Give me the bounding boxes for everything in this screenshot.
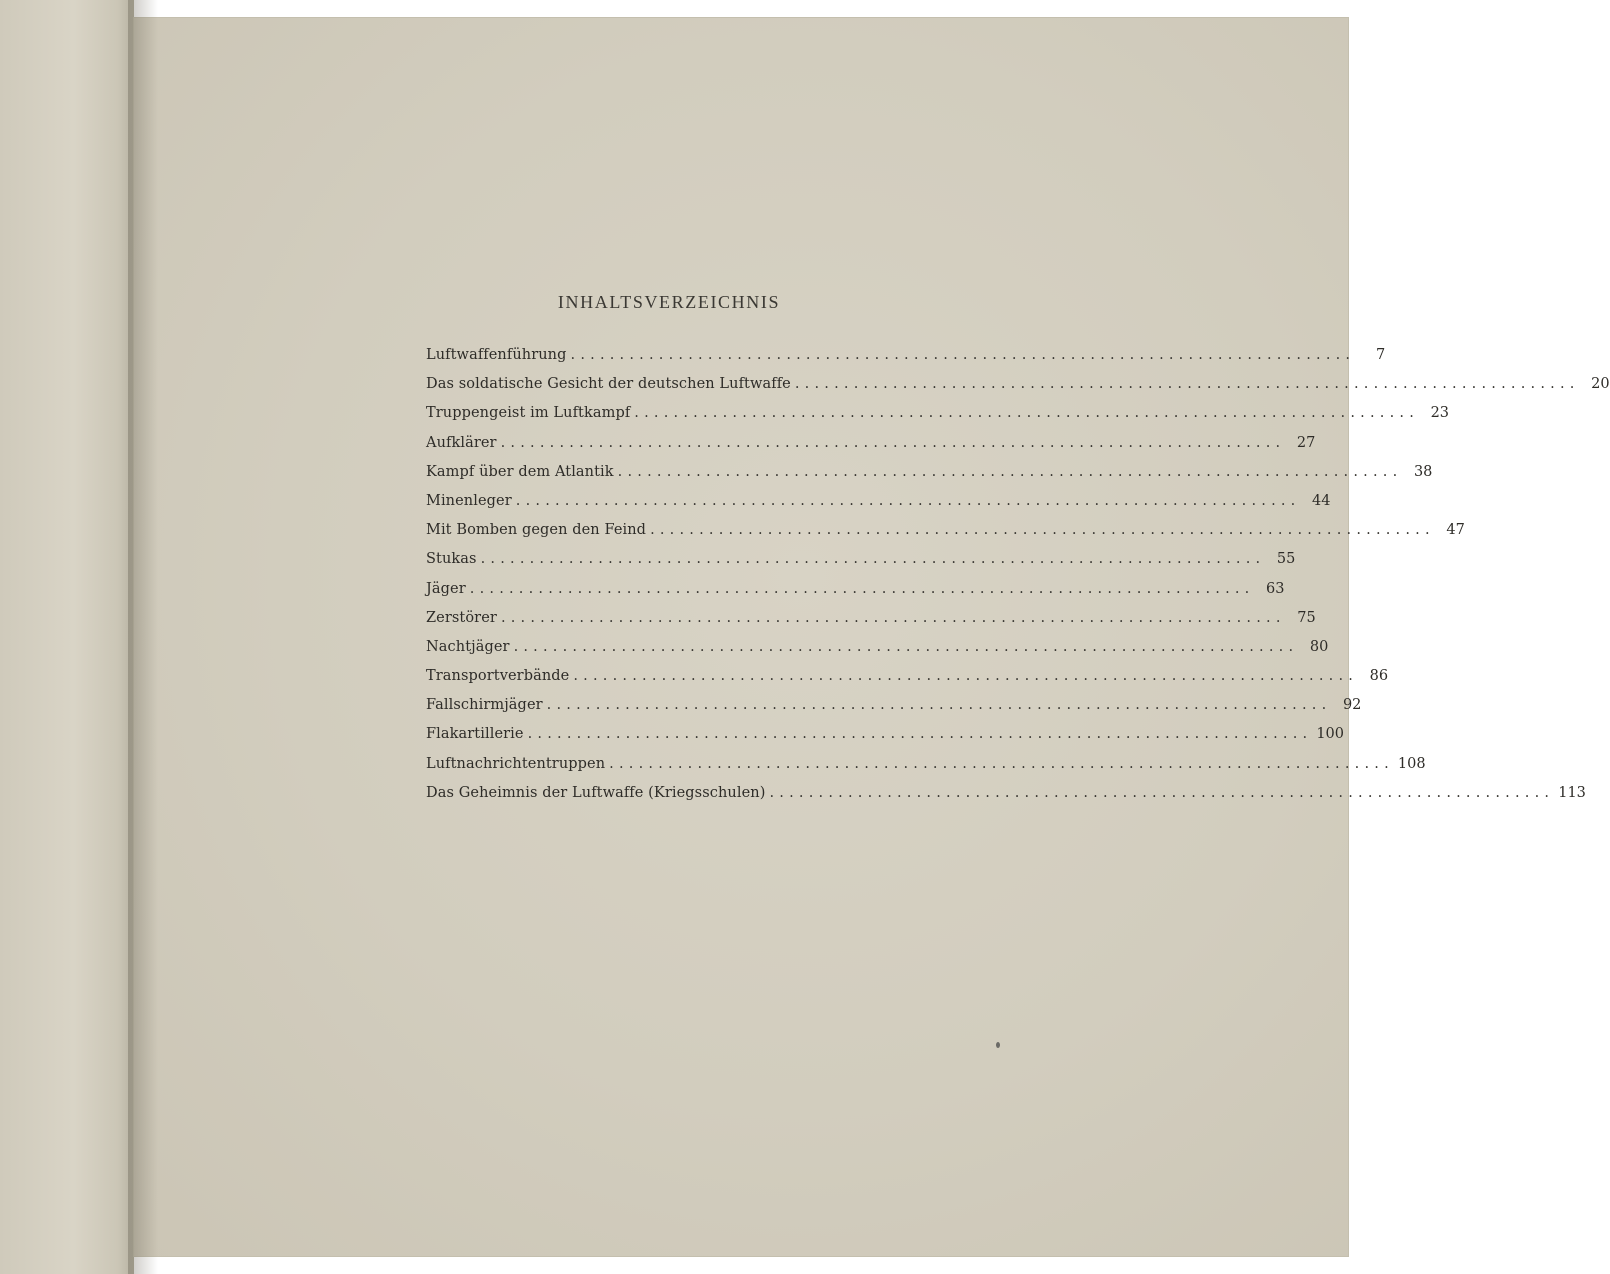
toc-entry (426, 726, 1344, 755)
toc-entry-page: 7 (1376, 347, 1386, 363)
toc-entry-label: Transportverbände (426, 668, 570, 685)
toc-entry (426, 551, 1296, 580)
toc-entry-page: 100 (1316, 726, 1344, 743)
toc-entry (426, 492, 1331, 522)
toc-entry (426, 609, 1316, 639)
toc-entry (426, 463, 1433, 493)
dot-leader: ................................................................................ (570, 347, 1356, 363)
toc-entry-page: 47 (1446, 522, 1465, 539)
dot-leader: ................................................................................ (769, 784, 1555, 801)
toc-entry-page: 113 (1558, 784, 1586, 801)
dot-leader: ................................................................................ (480, 551, 1266, 568)
toc-entry (426, 755, 1426, 785)
dot-leader: ................................................................................ (500, 434, 1286, 451)
dot-leader: ................................................................................ (527, 726, 1313, 743)
toc-entry (426, 434, 1316, 464)
toc-entry-label: Flakartillerie (426, 726, 524, 743)
dot-leader: ................................................................................ (500, 609, 1286, 626)
toc-entry (426, 522, 1465, 551)
dot-leader: ................................................................................ (469, 580, 1255, 597)
toc-entry-page: 86 (1369, 668, 1389, 685)
toc-entry-page: 55 (1276, 551, 1296, 568)
toc-entry-page: 92 (1342, 697, 1362, 714)
dot-leader: ................................................................................ (573, 668, 1359, 685)
dot-leader: ................................................................................ (546, 697, 1332, 714)
toc-entry-label: Luftnachrichtentruppen (426, 755, 606, 772)
dot-leader: ................................................................................ (513, 638, 1299, 655)
toc-entry-label: Nachtjäger (426, 638, 510, 655)
toc-entry-page: 27 (1296, 434, 1316, 451)
toc-entry-label: Mit Bomben gegen den Feind (426, 522, 647, 539)
paper-speck (996, 1042, 1000, 1048)
toc-entry-label: Minenleger (426, 492, 512, 509)
toc-entry (426, 697, 1362, 726)
toc-entry-label: Das soldatische Gesicht der deutschen Luftwaffe (426, 376, 791, 393)
toc-entry-page: 23 (1430, 405, 1450, 422)
toc-title: INHALTSVERZEICHNIS (557, 292, 781, 312)
left-page-edge (0, 0, 134, 1274)
toc-entry (426, 376, 1610, 405)
gutter-shadow (128, 0, 158, 1274)
toc-entry-page: 108 (1397, 755, 1426, 772)
dot-leader: ................................................................................ (609, 755, 1394, 772)
dot-leader: ................................................................................ (794, 376, 1580, 393)
toc-entry-page: 20 (1591, 376, 1610, 393)
toc-entry-label: Jäger (426, 580, 466, 597)
toc-entry-page: 75 (1297, 609, 1316, 626)
dot-leader: ................................................................................ (634, 405, 1420, 422)
toc-entry (426, 668, 1389, 697)
toc-entry-page: 63 (1266, 580, 1285, 597)
right-page (134, 18, 1610, 1256)
toc-entry (426, 784, 1586, 814)
toc-entry-label: Stukas (426, 551, 477, 568)
dot-leader: ................................................................................ (617, 463, 1403, 480)
toc-entry-page: 38 (1413, 463, 1433, 480)
toc-entry-label: Fallschirmjäger (426, 697, 543, 714)
toc-entry (426, 347, 1386, 376)
toc-entry (426, 638, 1329, 668)
dot-leader: ................................................................................ (650, 522, 1435, 539)
toc-entry (426, 405, 1450, 434)
toc-entry-label: Zerstörer (426, 609, 497, 626)
toc-entry-label: Luftwaffenführung (426, 347, 567, 363)
dot-leader: ................................................................................ (515, 492, 1301, 509)
table-of-contents (426, 292, 1610, 814)
toc-entry-label: Aufklärer (426, 434, 497, 451)
toc-entry-label: Truppengeist im Luftkampf (426, 405, 631, 422)
toc-entry-page: 44 (1312, 492, 1331, 509)
toc-entry-label: Kampf über dem Atlantik (426, 463, 614, 480)
toc-entry (426, 580, 1285, 610)
toc-entry-label: Das Geheimnis der Luftwaffe (Kriegsschulen) (426, 784, 766, 801)
toc-list (426, 347, 1610, 814)
toc-entry-page: 80 (1309, 638, 1329, 655)
